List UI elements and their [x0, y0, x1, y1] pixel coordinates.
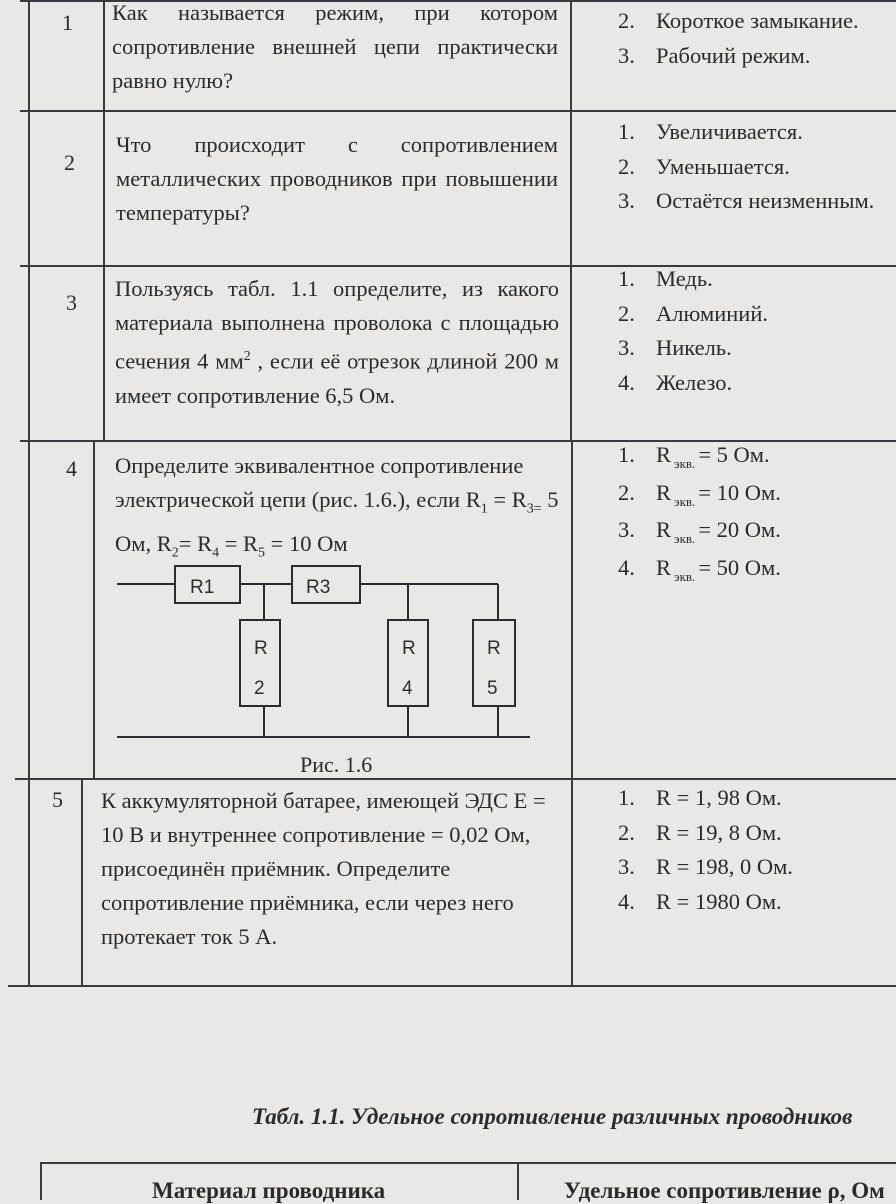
question-text: Что происходит с сопротивлением металлических проводников при повышении температуры? [116, 132, 558, 225]
answer-option: 3. R $_{экв.}$ = 20 Ом. [618, 517, 781, 546]
column-line-left [28, 0, 30, 987]
answer-option: 4. Железо. [618, 369, 733, 395]
resistor-r2 [240, 620, 280, 706]
resistor-r5 [473, 620, 515, 706]
answer-list [618, 781, 793, 919]
row-divider-4 [15, 778, 896, 780]
figure-caption: Рис. 1.6 [300, 752, 373, 777]
answer-list [618, 262, 768, 400]
question-text: Пользуясь табл. 1.1 определите, из какого материала выполнена проволока с площадью сечения 4 $мм^2$ , если её отрезок длиной 200 м имеет сопротивление 6,5 Ом. [115, 276, 559, 408]
answer-option: 1. Медь. [618, 266, 713, 291]
answer-option: 1. Увеличивается. [618, 119, 803, 144]
label-r2-top: R [254, 638, 268, 659]
answer-list [618, 4, 859, 73]
column-line-answers [570, 0, 572, 442]
table-border-bottom [8, 985, 896, 987]
label-r5-bottom: 5 [487, 678, 498, 699]
resistor-r4 [388, 620, 428, 706]
resistivity-table-mid [517, 1162, 519, 1200]
row-number: 1 [62, 10, 73, 35]
label-r4-top: R [402, 638, 416, 659]
answer-option: 2. Алюминий. [618, 300, 769, 326]
column-line-answers-lower [571, 440, 573, 986]
resistivity-table-top [40, 1162, 896, 1164]
label-r1: R1 [190, 577, 215, 598]
resistor-r3 [292, 566, 360, 603]
question-text: Как называется режим, при котором сопротивление внешней цепи практически равно нулю? [112, 0, 558, 93]
row-number: 4 [66, 456, 77, 481]
table-title: Табл. 1.1. Удельное сопротивление различных проводников [252, 1104, 853, 1129]
header-resistivity: Удельное сопротивление ρ, Ом [564, 1178, 885, 1203]
answer-option: 3. Остаётся неизменным. [618, 188, 875, 213]
row-number: 5 [52, 787, 63, 812]
label-r3: R3 [306, 577, 331, 598]
resistor-r1 [175, 566, 240, 603]
answer-option: 1. R = 1, 98 Ом. [618, 785, 782, 810]
question-text: Определите эквивалентное сопротивление электрической цепи (рис. 1.6.), если $R_1 = R_{3=}$ 5 Ом, $R_2= R_4 = R_5 = 10$ Ом [115, 453, 559, 560]
answer-option: 4. R = 1980 Ом. [618, 888, 782, 914]
label-r4-bottom: 4 [402, 678, 413, 699]
question-text: К аккумуляторной батарее, имеющей ЭДС Е = 10 В и внутреннее сопротивление = 0,02 Ом, присоединён приёмник. Определите сопротивление приёмника, если через него протекает ток 5 А. [101, 788, 546, 949]
answer-option: 3. Рабочий режим. [618, 42, 811, 68]
answer-option: 2. Короткое замыкание. [618, 8, 859, 33]
row-number: 2 [64, 150, 75, 175]
row-number: 3 [66, 290, 77, 315]
row-divider-1 [20, 110, 896, 112]
label-r2-bottom: 2 [254, 678, 265, 699]
answer-option: 3. R = 198, 0 Ом. [618, 854, 793, 879]
column-line-num-lower [93, 440, 95, 780]
answer-option: 3. Никель. [618, 335, 732, 360]
column-line-num [103, 0, 105, 442]
answer-list [618, 115, 874, 219]
header-material: Материал проводника [152, 1178, 386, 1203]
label-r5-top: R [487, 638, 501, 659]
answer-list [618, 438, 781, 588]
answer-option: 2. R = 19, 8 Ом. [618, 819, 782, 845]
answer-option: 2. Уменьшается. [618, 153, 790, 179]
answer-option: 4. R $_{экв.}$ = 50 Ом. [618, 554, 781, 584]
column-line-num-bottom [81, 778, 83, 986]
answer-option: 1. R $_{экв.}$ = 5 Ом. [618, 442, 770, 471]
resistivity-table-left [40, 1162, 42, 1200]
answer-option: 2. R $_{экв.}$ = 10 Ом. [618, 479, 781, 509]
